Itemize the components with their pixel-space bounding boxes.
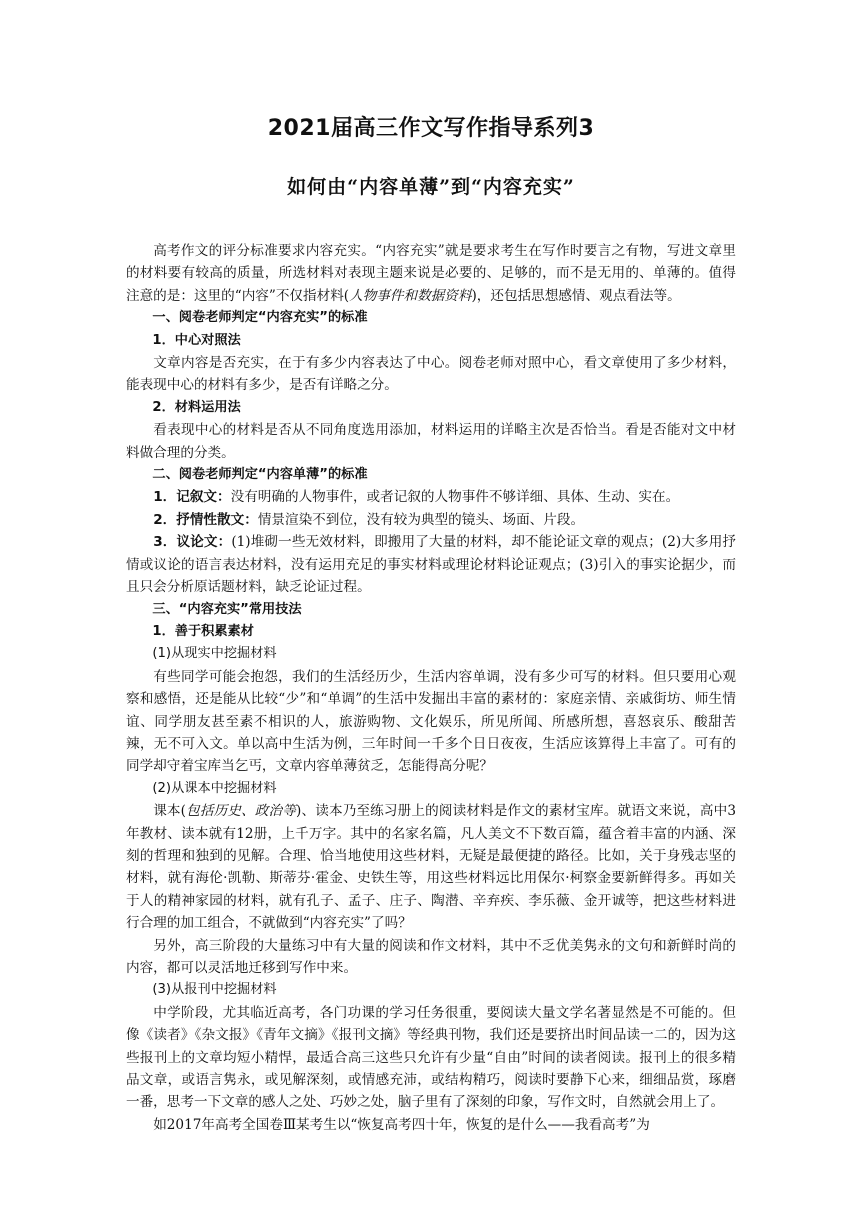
section-heading-two: 二、阅卷老师判定“内容单薄”的标准 [152, 467, 368, 483]
item-narrative: 1．记叙文：没有明确的人物事件，或者记叙的人物事件不够详细、具体、生动、实在。 [153, 489, 680, 506]
paragraph-from-reality: 有些同学可能会抱怨，我们的生活经历少，生活内容单调，没有多少可写的材料。但只要用心观察和感悟，还是能从比较“少”和“单调”的生活中发掘出丰富的素材的：家庭亲情、亲戚街坊、师生情谊、同学朋友甚至素不相识的人，旅游购物、文化娱乐，所见所闻、所感所想，喜怒哀乐、酸甜苦辣，无不可入文。单以高中生活为例，三年时间一千多个日日夜夜，生活应该算得上丰富了。可有的同学却守着宝库当乞丐，文章内容单薄贫乏，怎能得高分呢？ [126, 668, 736, 775]
intro-note: 人物事件和数据资料 [349, 287, 472, 304]
document-title: 2021届高三作文写作指导系列3 [267, 116, 595, 141]
item-argumentative: 3．议论文：(1)堆砌一些无效材料，即搬用了大量的材料，却不能论证文章的观点；(2)大多用抒情或议论的语言表达材料，没有运用充足的事实材料或理论材料论证观点；(3)引入的事实论据少，而且只会分析原话题材料，缺乏论证过程。 [126, 534, 736, 596]
subheading-center-check: 1．中心对照法 [152, 332, 241, 348]
document-body [126, 240, 736, 1136]
subheading-from-newspapers: (3)从报刊中挖掘材料 [152, 982, 277, 998]
paragraph-from-textbook: 课本(包括历史、政治等)、读本乃至练习册上的阅读材料是作文的素材宝库。就语文来说，高中3 年教材、读本就有12册，上千万字。其中的名家名篇，凡人美文不下数百篇，蕴含着丰富的内涵、深刻的哲理和独到的见解。合理、恰当地使用这些材料，无疑是最便捷的路径。比如，关于身残志坚的材料，就有海伦·凯勒、斯蒂芬·霍金、史铁生等，用这些材料远比用保尔·柯察金要新鲜得多。再如关于人的精神家园的材料，就有孔子、孟子、庄子、陶潜、辛弃疾、李乐薇、金开诚等，把这些材料进行合理的加工组合，不就做到“内容充实”了吗？ [126, 803, 737, 932]
paragraph-material-use: 看表现中心的材料是否从不同角度选用添加，材料运用的详略主次是否恰当。看是否能对文中材料做合理的分类。 [126, 422, 736, 461]
subheading-material-use: 2．材料运用法 [152, 399, 241, 415]
paragraph-from-newspapers: 中学阶段，尤其临近高考，各门功课的学习任务很重，要阅读大量文学名著显然是不可能的。但像《读者》《杂文报》《青年文摘》《报刊文摘》等经典刊物，我们还是要挤出时间品读一二的，因为这些报刊上的文章均短小精悍，最适合高三这些只允许有少量“自由”时间的读者阅读。报刊上的很多精品文章，或语言隽永，或见解深刻，或情感充沛，或结构精巧，阅读时要静下心来，细细品赏，琢磨一番，思考一下文章的感人之处、巧妙之处，脑子里有了深刻的印象，写作文时，自然就会用上了。 [126, 1004, 736, 1111]
intro-paragraph: 高考作文的评分标准要求内容充实。“内容充实”就是要求考生在写作时要言之有物，写进文章里的材料要有较高的质量，所选材料对表现主题来说是必要的、足够的，而不是无用的、单薄的。值得注意的是：这里的“内容”不仅指材料(人物事件和数据资料)，还包括思想感情、观点看法等。 [126, 243, 736, 304]
textbook-note: 包括历史、政治等 [185, 803, 297, 820]
subheading-accumulate: 1．善于积累素材 [152, 623, 254, 639]
document-subtitle: 如何由“内容单薄”到“内容充实” [287, 176, 575, 198]
subheading-from-reality: (1)从现实中挖掘材料 [152, 646, 277, 662]
section-heading-one: 一、阅卷老师判定“内容充实”的标准 [152, 310, 368, 326]
paragraph-extra-materials: 另外，高三阶段的大量练习中有大量的阅读和作文材料，其中不乏优美隽永的文句和新鲜时尚的内容，都可以灵活地迁移到写作中来。 [126, 937, 736, 976]
paragraph-exam-example: 如2017年高考全国卷Ⅲ某考生以“恢复高考四十年，恢复的是什么——我看高考”为 [153, 1116, 650, 1133]
subheading-from-textbook: (2)从课本中挖掘材料 [152, 780, 277, 796]
item-lyrical-prose: 2．抒情性散文：情景渲染不到位，没有较为典型的镜头、场面、片段。 [153, 511, 585, 528]
paragraph-center-check: 文章内容是否充实，在于有多少内容表达了中心。阅卷老师对照中心，看文章使用了多少材料，能表现中心的材料有多少，是否有详略之分。 [126, 355, 736, 394]
section-heading-three: 三、“内容充实”常用技法 [152, 601, 302, 617]
